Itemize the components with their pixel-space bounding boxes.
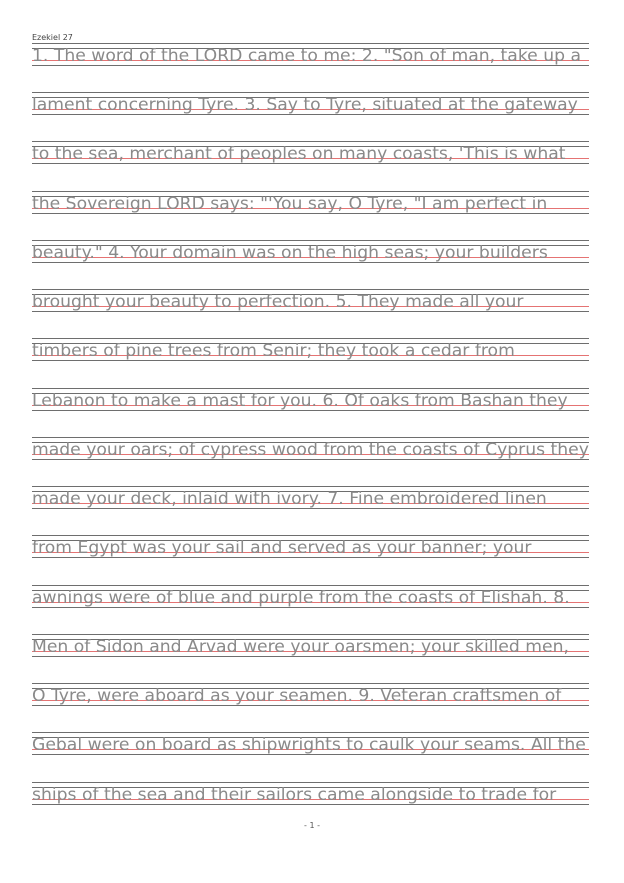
top-rule xyxy=(32,535,589,536)
trace-text-line: to the sea, merchant of peoples on many coasts, 'This is what xyxy=(32,144,566,164)
trace-text-line: beauty." 4. Your domain was on the high seas; your builders xyxy=(32,243,548,263)
practice-row xyxy=(32,683,589,713)
top-rule xyxy=(32,240,589,241)
trace-text-line: Men of Sidon and Arvad were your oarsmen; your skilled men, xyxy=(32,637,569,657)
practice-row xyxy=(32,338,589,368)
trace-text-line: timbers of pine trees from Senir; they took a cedar from xyxy=(32,341,515,361)
top-rule xyxy=(32,585,589,586)
top-rule xyxy=(32,289,589,290)
top-rule xyxy=(32,486,589,487)
trace-text-line: awnings were of blue and purple from the coasts of Elishah. 8. xyxy=(32,588,570,608)
trace-text-line: the Sovereign LORD says: "'You say, O Tyre, "I am perfect in xyxy=(32,194,548,214)
practice-row xyxy=(32,191,589,221)
practice-row xyxy=(32,486,589,516)
practice-row xyxy=(32,388,589,418)
top-rule xyxy=(32,191,589,192)
practice-row xyxy=(32,634,589,664)
practice-row xyxy=(32,585,589,615)
trace-text-line: O Tyre, were aboard as your seamen. 9. Veteran craftsmen of xyxy=(32,686,562,706)
practice-row xyxy=(32,535,589,565)
practice-row xyxy=(32,240,589,270)
trace-text-line: ships of the sea and their sailors came alongside to trade for xyxy=(32,785,557,805)
practice-row xyxy=(32,782,589,812)
top-rule xyxy=(32,92,589,93)
practice-row xyxy=(32,43,589,73)
handwriting-practice-lines xyxy=(32,0,589,883)
top-rule xyxy=(32,338,589,339)
trace-text-line: Lebanon to make a mast for you. 6. Of oaks from Bashan they xyxy=(32,391,568,411)
top-rule xyxy=(32,43,589,44)
practice-row xyxy=(32,437,589,467)
trace-text-line: made your oars; of cypress wood from the coasts of Cyprus they xyxy=(32,440,589,460)
trace-text-line: brought your beauty to perfection. 5. They made all your xyxy=(32,292,524,312)
top-rule xyxy=(32,782,589,783)
trace-text-line: lament concerning Tyre. 3. Say to Tyre, situated at the gateway xyxy=(32,95,578,115)
top-rule xyxy=(32,683,589,684)
top-rule xyxy=(32,732,589,733)
trace-text-line: 1. The word of the LORD came to me: 2. "Son of man, take up a xyxy=(32,46,582,66)
top-rule xyxy=(32,437,589,438)
practice-row xyxy=(32,141,589,171)
practice-row xyxy=(32,732,589,762)
trace-text-line: Gebal were on board as shipwrights to caulk your seams. All the xyxy=(32,735,586,755)
top-rule xyxy=(32,388,589,389)
trace-text-line: made your deck, inlaid with ivory. 7. Fine embroidered linen xyxy=(32,489,547,509)
page-header-title: Ezekiel 27 xyxy=(32,33,73,42)
practice-row xyxy=(32,289,589,319)
practice-row xyxy=(32,92,589,122)
top-rule xyxy=(32,634,589,635)
top-rule xyxy=(32,141,589,142)
page-number: - 1 - xyxy=(304,821,320,830)
trace-text-line: from Egypt was your sail and served as your banner; your xyxy=(32,538,532,558)
